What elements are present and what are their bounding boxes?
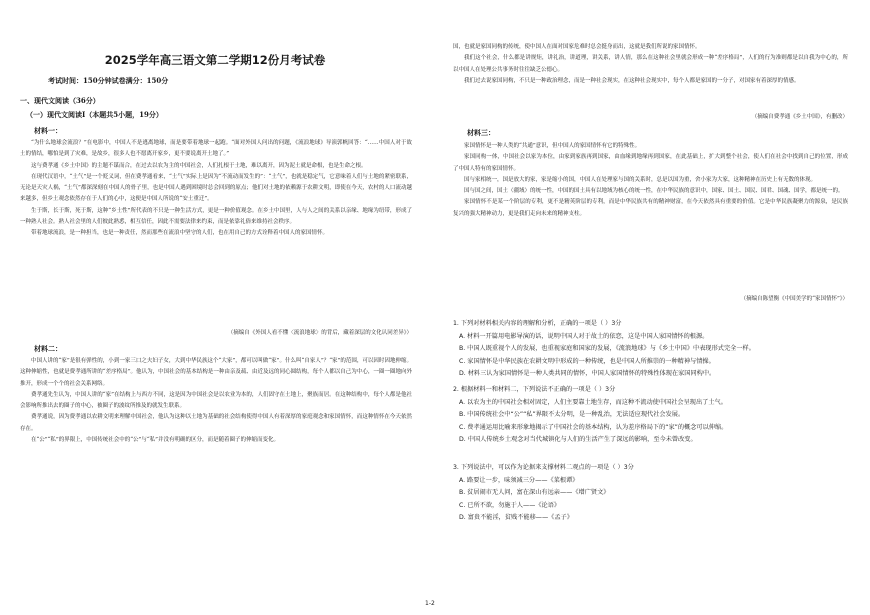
option-c: C. 费孝通运用比喻来形象地揭示了中国社会的基本结构，认为差序格局下的“家”的概念可以伸缩。 [459,423,728,431]
page-number: 1-2 [425,600,435,607]
paragraph: 中国人讲的“家”是很有弹性的，小到一家三口之夫妇子女，大到中华民族这个“大家”，都可以叫做“家”。什么叫“自家人”？“家”的范围，可以因时因地伸缩。这种伸缩性，也就是费孝通所讲的“差序格局”。他认为，中国社会的基本结构是一种由亲及疏、由近及远的同心圆结构，每个人都以自己为中心，一圈一圈地向外推开，形成一个个的社会关系网络。 [20,358,412,387]
material3-body [453,141,848,220]
option-c: C. 家国情怀是中华民族在农耕文明中形成的一种传统，也是中国人所推崇的一种精神与情操。 [459,357,715,365]
option-b: B. 中国人既重视个人的发展，也重视家庭和国家的发展，《流浪地球》与《乡土中国》中表现形式完全一样。 [459,345,755,353]
option-a: A. 以农为主的中国社会相对固定，人们主要靠土地生存，而这种不流动使中国社会呈现出了土气。 [459,398,727,406]
question-stem: 1. 下列对材料相关内容的理解和分析，正确的一项是（ ）3分 [453,320,622,327]
subsection-heading: （一）现代文阅读Ⅰ（本题共5小题，19分） [26,110,163,119]
material3-source: （摘编自陈望衡《中国美学的“家国情怀”》） [740,296,848,302]
paragraph: 费孝通说，因为费孝通以农耕文明来理解中国社会，他认为这种以土地为基础的社会结构使得中国人有着深厚的家庭观念和家国情怀，而这种情怀在今天依然存在。 [20,414,412,432]
paragraph: 国，也就是家国同构的传统，使中国人在面对国家危难时总会挺身而出，这就是我们所说的家国情怀。 [453,44,701,50]
option-d: D. 富贵不能淫，贫贱不能移——《孟子》 [459,514,573,522]
continued-body [453,42,848,87]
paragraph: 在现代汉语中，“土气”是一个贬义词，但在费孝通看来，“土气”实际上是因为“不流动而发生的”：“土气”，也就是稳定气，它意味着人们与土地的紧密联系，无论是天灾人祸，“土气”都深深刻在中国人的骨子里，也是中国人遇到困境时总会回到的原点；他们对土地的依赖源于农耕文明，即使在今天，农村的人口流动越来越多，但乡土观念依然存在于人们的心中，这便是中国人所说的“安土重迁”。 [20,173,412,203]
question-3 [453,462,848,525]
paragraph: 国与国之间，国土（疆域）的统一性，中国的国土具有以地域为核心的统一性，在中华民族的意识中，国家、国土、国民、国君、国魂、国学，都是统一的。 [464,188,844,195]
paragraph: 生于斯，长于斯，死于斯，这种“乡土性”所代表的不只是一种生活方式，更是一种价值观念。在乡土中国里，人与人之间的关系以亲缘、地缘为纽带，形成了一种熟人社会。熟人社会里的人们彼此熟悉，相互信任，因此不需要法律来约束，而是依靠礼俗来维持社会秩序。 [20,207,412,226]
option-b: B. 中国传统社会中“公”“私”界限不太分明，是一种乱治，无法适应现代社会发展。 [459,411,685,419]
paragraph: 费孝通先生认为，中国人讲的“家”在结构上与西方不同，这是因为中国社会是以农业为本的，人们固守在土地上，聚族而居。在这种结构中，每个人都是他社会影响所推出去的圈子的中心，被圈子的波纹所推及的就发生联系。 [20,391,412,410]
paragraph: 带着地球流浪，是一种担当，也是一种责任，然而那些在流浪中坚守的人们，也在用自己的方式诠释着中国人的家国情怀。 [31,230,329,237]
material1-source: （摘编自《外国人看不懂〈流浪地球〉的背后，藏着深层的文化认同差异》） [227,330,412,336]
question-stem: 2. 根据材料一和材料二，下列说法不正确的一项是（ ）3分 [453,386,616,393]
paragraph: 国与家相统一，国是放大的家，家是缩小的国，中国人在处理家与国的关系时，总是以国为重，舍小家为大家，这种精神在历史上有无数的体现。 [464,176,817,183]
option-a: A. 路要让一步，味须减三分——《菜根谭》 [459,476,579,484]
question-1 [453,318,848,381]
paragraph: 家国情怀不是某一个阶层的专利，更不是精英阶层的专利，而是中华民族共有的精神财富，在今天依然具有重要的价值。它是中华民族凝聚力的源泉，是民族复兴的强大精神动力，更是我们走向未来的精神支柱。 [453,199,848,217]
option-a: A. 材料一开篇用电影导演的话，说明中国人对于故土的依恋，这是中国人家国情怀的根源。 [459,332,709,340]
material1-title: 材料一： [34,126,62,135]
option-c: C. 已所不欲，勿施于人——《论语》 [459,501,561,509]
paragraph: 家国同构一体，中国社会以家为本位，由家到家族再到国家，由血缘到地缘再到国家，在此基础上，扩大到整个社会，使人们在社会中找到自己的位置，形成了中国人特有的家国情怀。 [453,154,848,172]
paragraph: 我们这个社会，什么都是讲规矩，讲礼治，讲道理，讲关系，讲人情，那么在这种社会里就会形成一种“差序格局”，人们的行为准则都是以自我为中心的，所以中国人在处理公共事务时往往缺乏公德心。 [453,55,848,73]
material2-title: 材料二： [34,344,62,353]
exam-title: 2025学年高三语文第二学期12份月考试卷 [104,53,326,67]
option-d: D. 中国人传统乡土观念对当代城镇化与人们的生活产生了深远的影响，至今未曾改变。 [459,436,697,444]
option-d: D. 材料三认为家国情怀是一种人类共同的情怀，中国人家国情怀的特殊性体现在家国同构中。 [459,370,716,378]
question-2 [453,384,848,447]
exam-info: 考试时间：150分钟试卷满分：150分 [48,76,169,85]
material1-body [20,138,412,240]
paragraph: 在“公”“私”的界限上，中国传统社会中的“公”与“私”并没有明确的区分，而是随着圈子的伸缩而变化。 [31,437,279,444]
material2-body [20,356,412,446]
continued-source: （摘编自费孝通《乡土中国》，有删改） [751,114,848,120]
paragraph: 这与费孝通《乡土中国》的主题不谋而合，在过去以农为主的中国社会，人们扎根于土地，难以离开，因为泥土就是命根，也是生命之根。 [31,162,367,169]
material3-title: 材料三： [467,128,495,137]
paragraph: 我们过去说家国同构，不只是一种政治理念，而是一种社会现实，在这种社会现实中，每个人都是家国的一分子，对国家有着深厚的情感。 [464,77,800,84]
option-b: B. 贫居闹市无人问，富在深山有远亲——《增广贤文》 [459,489,610,497]
paragraph: “为什么地球会流浪？”在电影中，中国人不是逃离地球，而是要带着地球一起跑。“面对外国人问出的问题，《流浪地球》导演郭帆回答：“……中国人对于故土的情结，哪怕是到了灾难，是故乡，很多人也不愿离开家乡，更不要说离开土地了。” [20,140,412,158]
section-heading: 一、现代文阅读（36分） [20,96,100,105]
question-stem: 3. 下列说法中，可以作为论据来支撑材料二观点的一项是（ ）3分 [453,464,634,471]
paragraph: 家国情怀是一种人类的“共通”意识，但中国人的家国情怀有它的特殊性。 [464,143,641,149]
